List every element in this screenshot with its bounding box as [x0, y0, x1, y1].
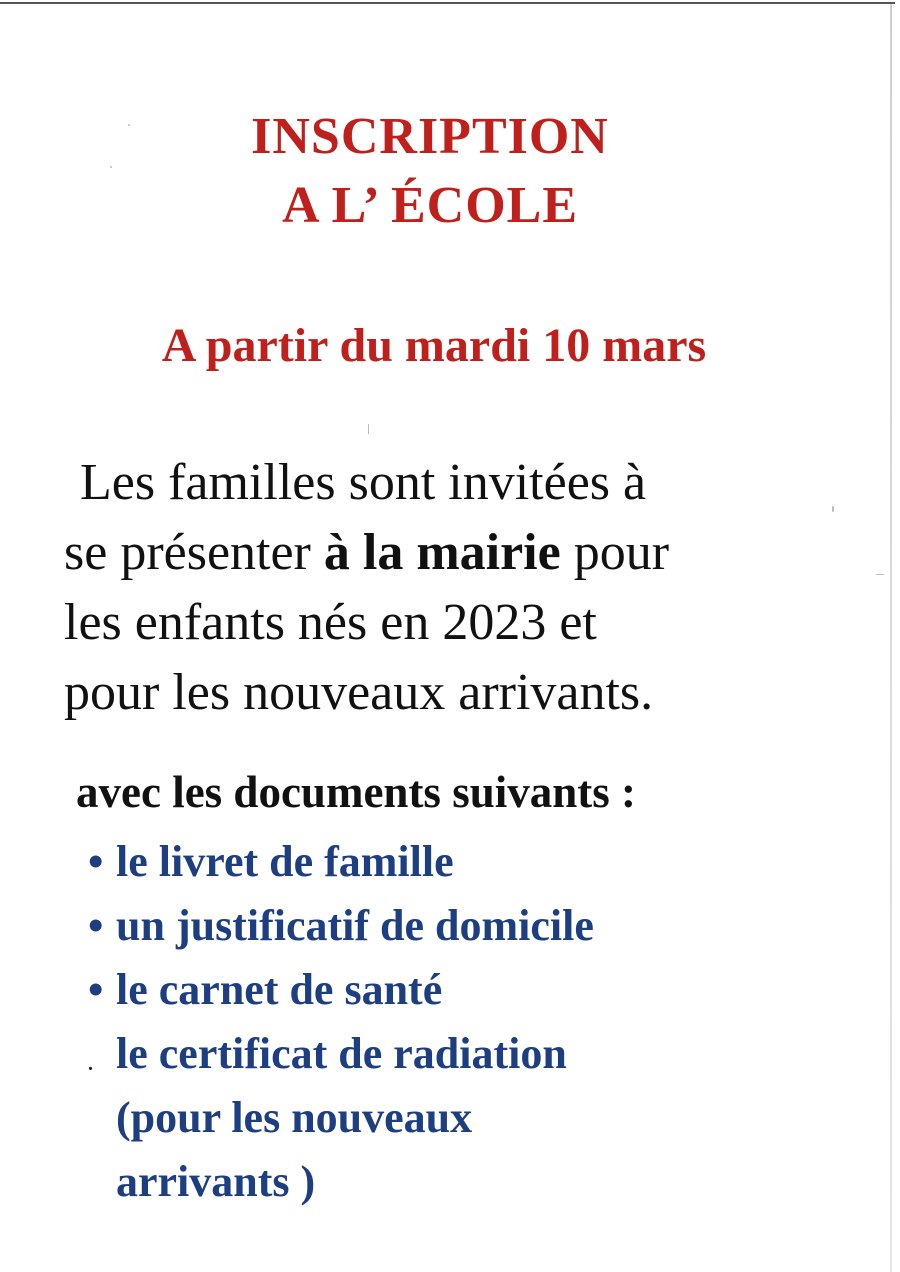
- scan-speck: [876, 574, 884, 575]
- list-item: [88, 1022, 594, 1086]
- date-line: A partir du mardi 10 mars: [161, 319, 707, 372]
- list-item: [88, 894, 594, 958]
- right-edge-shadow: [890, 4, 892, 1272]
- list-item: [88, 830, 594, 894]
- list-item-text: (pour les nouveaux: [116, 1093, 473, 1142]
- list-item-continuation: [88, 1150, 594, 1214]
- list-item-text: le livret de famille: [116, 837, 454, 886]
- list-item-text: un justificatif de domicile: [116, 901, 594, 950]
- documents-list: [88, 830, 594, 1214]
- list-item-text: le certificat de radiation: [116, 1029, 567, 1078]
- documents-heading: avec les documents suivants :: [76, 767, 636, 817]
- mairie-emphasis: à la mairie: [323, 524, 561, 581]
- list-item-text: le carnet de santé: [116, 965, 443, 1014]
- bullet-icon: •: [88, 965, 104, 1014]
- list-item: [88, 958, 594, 1022]
- title-line-2: A L’ ÉCOLE: [281, 177, 579, 234]
- title-line-1: INSCRIPTION: [251, 108, 609, 165]
- bullet-icon: •: [88, 837, 104, 886]
- paragraph-line-1: Les familles sont invitées à: [80, 454, 647, 511]
- invitation-paragraph: [64, 448, 844, 728]
- paragraph-line-2-start: se présenter: [64, 524, 324, 581]
- small-bullet-icon: .: [88, 1053, 93, 1075]
- scan-speck: [110, 166, 112, 168]
- paragraph-line-4: pour les nouveaux arrivants.: [64, 664, 654, 721]
- scan-speck: [368, 424, 369, 434]
- bullet-icon: •: [88, 901, 104, 950]
- list-item-continuation: [88, 1086, 594, 1150]
- paragraph-line-2-end: pour: [560, 524, 670, 581]
- list-item-text: arrivants ): [116, 1157, 316, 1206]
- paragraph-line-2: [64, 518, 844, 588]
- paragraph-line-3: les enfants nés en 2023 et: [64, 594, 597, 651]
- top-edge-rule: [0, 2, 895, 4]
